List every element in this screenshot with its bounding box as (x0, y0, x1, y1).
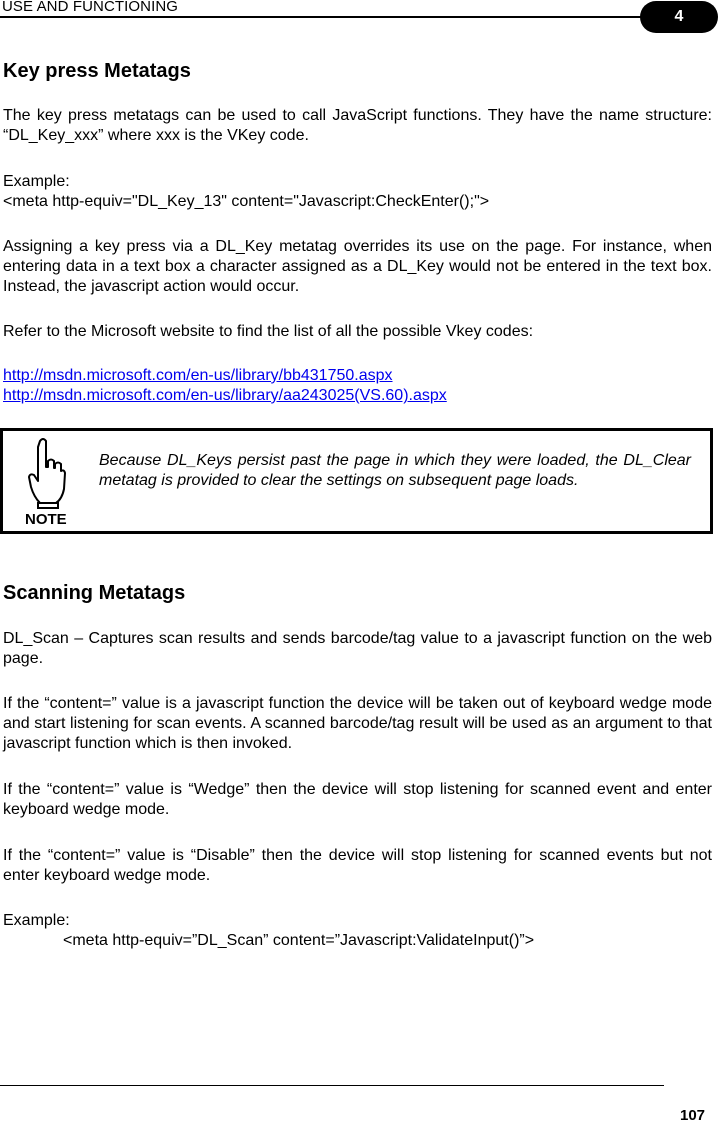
msdn-link-vkey-reference[interactable]: http://msdn.microsoft.com/en-us/library/aa243025(VS.60).aspx (3, 387, 447, 404)
section-title: USE AND FUNCTIONING (2, 0, 179, 15)
note-box (0, 428, 713, 534)
keypress-example-label: Example: (3, 173, 70, 190)
scanning-heading: Scanning Metatags (3, 582, 186, 604)
hand-pointing-up-icon (26, 437, 66, 509)
dl-scan-paragraph: DL_Scan – Captures scan results and sends barcode/tag value to a javascript function on the web page. (3, 630, 712, 667)
scan-function-paragraph: If the “content=” value is a javascript function the device will be taken out of keyboard wedge mode and start listening for scan events. A scanned barcode/tag result will be used as an argument to that javascript function which is then invoked. (3, 695, 712, 752)
scan-wedge-paragraph: If the “content=” value is “Wedge” then the device will stop listening for scanned event and enter keyboard wedge mode. (3, 781, 712, 818)
scan-example-label: Example: (3, 912, 70, 929)
keypress-intro: The key press metatags can be used to call JavaScript functions. They have the name structure: “DL_Key_xxx” where xxx is the VKey code. (3, 107, 712, 144)
page-number: 107 (680, 1107, 706, 1124)
keypress-assign-paragraph: Assigning a key press via a DL_Key metatag overrides its use on the page. For instance, when entering data in a text box a character assigned as a DL_Key would not be entered in the text box. Instead, the javascript action would occur. (3, 238, 712, 295)
msdn-link-vkey-codes[interactable]: http://msdn.microsoft.com/en-us/library/bb431750.aspx (3, 367, 393, 384)
link-row-1 (3, 366, 712, 386)
scan-example-code: <meta http-equiv=”DL_Scan” content=”Javascript:ValidateInput()”> (63, 932, 535, 949)
chapter-badge: 4 (640, 1, 718, 33)
keypress-heading: Key press Metatags (3, 60, 191, 82)
keypress-refer-paragraph: Refer to the Microsoft website to find the list of all the possible Vkey codes: (3, 323, 534, 340)
note-text: Because DL_Keys persist past the page in which they were loaded, the DL_Clear metatag is provided to clear the settings on subsequent page loads. (99, 452, 691, 489)
footer-divider (0, 1085, 664, 1086)
note-label: NOTE (25, 511, 67, 528)
header-divider (0, 16, 660, 18)
link-row-2 (3, 386, 712, 406)
keypress-example-code: <meta http-equiv="DL_Key_13" content="Javascript:CheckEnter();"> (3, 193, 490, 210)
scan-disable-paragraph: If the “content=” value is “Disable” then the device will stop listening for scanned events but not enter keyboard wedge mode. (3, 847, 712, 884)
